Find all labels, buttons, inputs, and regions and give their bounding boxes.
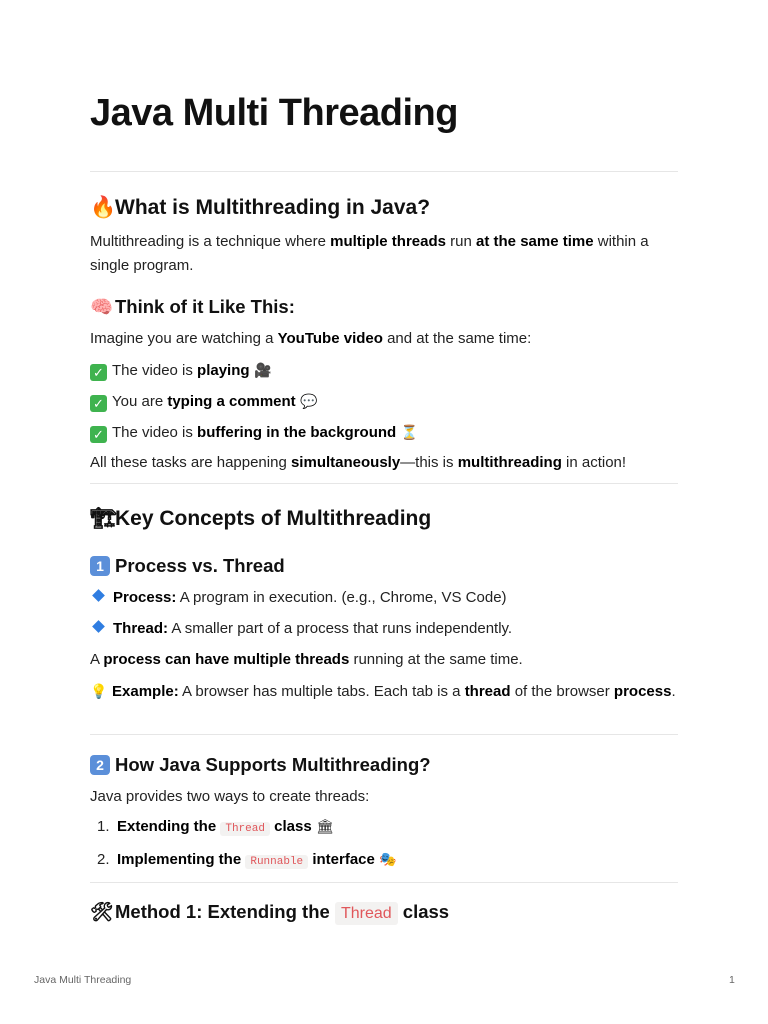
keycap-one-icon: 1 bbox=[90, 556, 110, 576]
page-number: 1 bbox=[729, 974, 735, 986]
check-icon: ✓ bbox=[90, 395, 107, 412]
list-item: 1. Extending the Thread class 🏛 bbox=[97, 818, 334, 835]
list-item: ✓ The video is buffering in the background ⏳ bbox=[90, 420, 678, 445]
blue-diamond-icon bbox=[92, 589, 105, 602]
fire-icon: 🔥 bbox=[90, 196, 117, 219]
inline-code: Thread bbox=[335, 902, 398, 925]
speech-bubble-icon: 💬 bbox=[300, 393, 318, 409]
section-heading-process-vs-thread: 1 Process vs. Thread bbox=[90, 555, 285, 577]
section-heading-java-supports: 2 How Java Supports Multithreading? bbox=[90, 754, 431, 776]
classical-building-icon: 🏛 bbox=[315, 818, 334, 834]
section-heading-what-is: 🔥What is Multithreading in Java? bbox=[90, 196, 431, 219]
check-icon: ✓ bbox=[90, 364, 107, 381]
paragraph-summary: All these tasks are happening simultaneously—this is multithreading in action! bbox=[90, 454, 627, 471]
crane-icon: 🏗 bbox=[90, 507, 117, 530]
brain-icon: 🧠 bbox=[90, 296, 114, 317]
page-title: Java Multi Threading bbox=[90, 92, 458, 134]
list-item: ✓ The video is playing 🎥 bbox=[90, 358, 678, 383]
divider bbox=[90, 734, 678, 735]
inline-code: Runnable bbox=[245, 855, 308, 869]
keycap-two-icon: 2 bbox=[90, 755, 110, 775]
section-heading-method-1: 🛠Method 1: Extending the Thread class bbox=[90, 901, 449, 923]
paragraph-process-threads: A process can have multiple threads running at the same time. bbox=[90, 651, 523, 668]
footer-title: Java Multi Threading bbox=[34, 974, 132, 986]
paragraph-two-ways: Java provides two ways to create threads: bbox=[90, 788, 370, 805]
paragraph-example: 💡 Example: A browser has multiple tabs. Each tab is a thread of the browser process. bbox=[90, 679, 678, 704]
paragraph-definition: Multithreading is a technique where multiple threads run at the same time within a single program. bbox=[90, 233, 649, 274]
inline-code: Thread bbox=[220, 822, 270, 836]
hourglass-icon: ⏳ bbox=[400, 424, 419, 440]
divider bbox=[90, 483, 678, 484]
paragraph-imagine: Imagine you are watching a YouTube video and at the same time: bbox=[90, 330, 532, 347]
list-item: 2. Implementing the Runnable interface 🎭 bbox=[97, 851, 397, 868]
light-bulb-icon: 💡 bbox=[90, 683, 108, 699]
list-item: Thread: A smaller part of a process that runs independently. bbox=[90, 617, 678, 641]
divider bbox=[90, 171, 678, 172]
divider bbox=[90, 882, 678, 883]
movie-camera-icon: 🎥 bbox=[254, 362, 272, 378]
section-heading-think: 🧠 Think of it Like This: bbox=[90, 296, 295, 317]
list-item: Process: A program in execution. (e.g., Chrome, VS Code) bbox=[90, 586, 678, 610]
section-heading-key-concepts: 🏗Key Concepts of Multithreading bbox=[90, 507, 432, 530]
hammer-and-wrench-icon: 🛠 bbox=[90, 901, 114, 922]
performing-arts-icon: 🎭 bbox=[379, 851, 397, 867]
blue-diamond-icon bbox=[92, 620, 105, 633]
list-item: ✓ You are typing a comment 💬 bbox=[90, 389, 678, 414]
check-icon: ✓ bbox=[90, 426, 107, 443]
